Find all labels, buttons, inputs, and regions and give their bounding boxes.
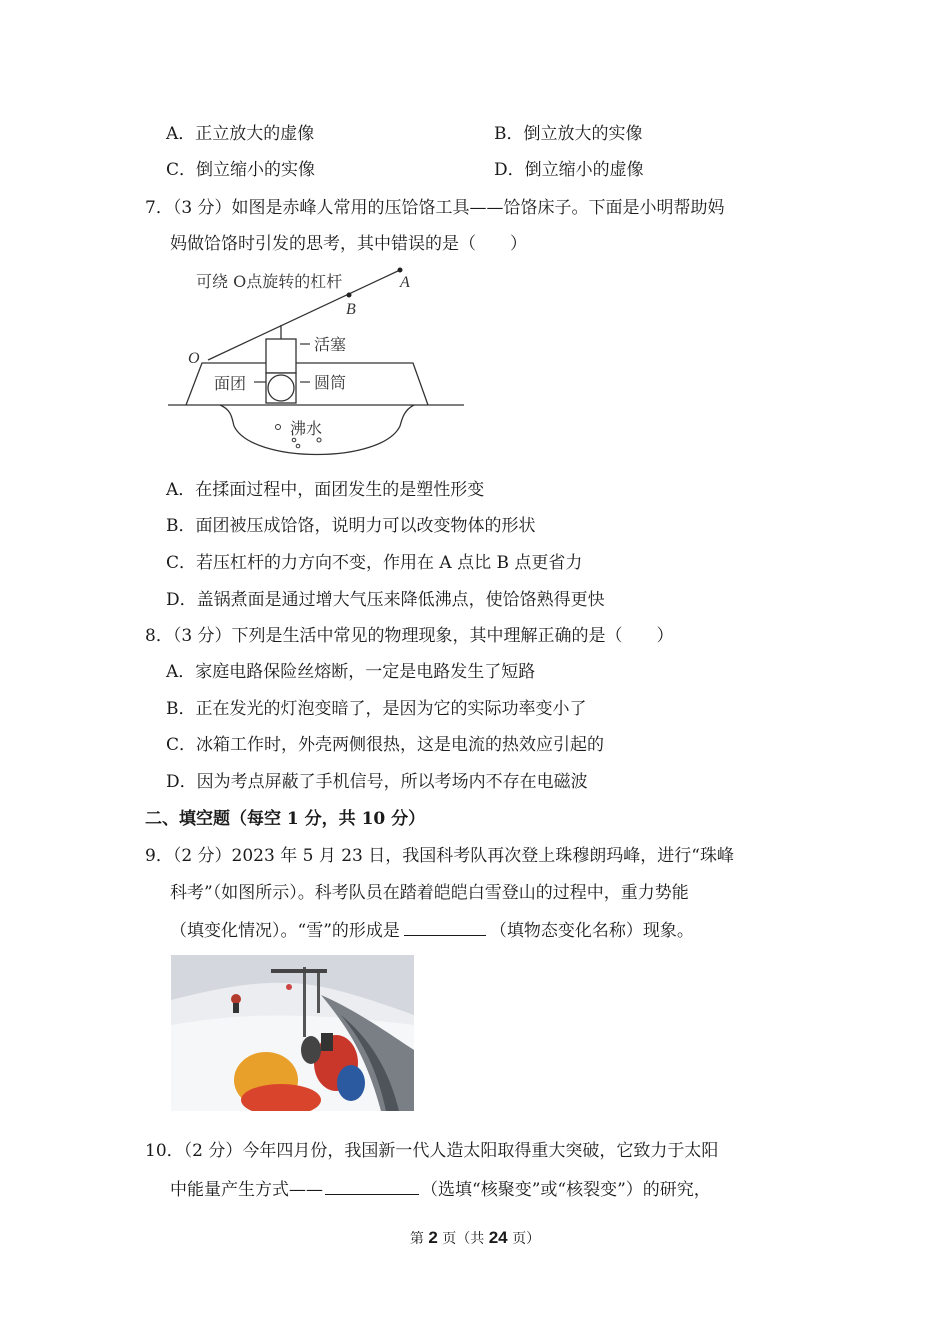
lever-caption: 可绕 O点旋转的杠杆 [196,272,343,291]
page-number: 2 [428,1228,438,1247]
total-pages: 24 [488,1228,508,1247]
q10-stem-line2 [170,1178,711,1201]
q9-stem-line1: 9．（2 分）2023 年 5 月 23 日，我国科考队再次登上珠穆朗玛峰，进行“珠峰 [145,846,734,866]
everest-expedition-photo [171,955,414,1111]
q6-option-b: B．倒立放大的实像 [494,124,643,144]
q9-line3-text-a: （填变化情况）。“雪”的形成是 [170,921,400,941]
bubble [317,438,321,442]
q8-option-b: B．正在发光的灯泡变暗了，是因为它的实际功率变小了 [166,699,587,719]
label-a: A [400,274,410,291]
label-dough: 面团 [214,374,247,393]
q9-stem-line3 [170,919,694,942]
footer-prefix: 第 [409,1231,429,1247]
page-footer [0,1228,950,1249]
bubble [296,444,300,448]
q8-option-d: D．因为考点屏蔽了手机信号，所以考场内不存在电磁波 [166,772,588,792]
label-piston: 活塞 [314,335,347,354]
label-cylinder: 圆筒 [314,373,347,392]
q7-stem-line2: 妈做饸饹时引发的思考，其中错误的是（ ） [170,234,527,254]
q7-option-d: D．盖锅煮面是通过增大气压来降低沸点，使饸饹熟得更快 [166,590,605,610]
answer-blank[interactable] [404,919,486,936]
q8-option-c: C．冰箱工作时，外壳两侧很热，这是电流的热效应引起的 [166,735,605,755]
q7-option-c: C．若压杠杆的力方向不变，作用在 A 点比 B 点更省力 [166,553,583,573]
q6-option-a: A．正立放大的虚像 [166,124,315,144]
q6-option-d: D．倒立缩小的虚像 [494,160,644,180]
lever-press-diagram [168,262,468,462]
q9-stem-line2: 科考”（如图所示）。科考队员在踏着皑皑白雪登山的过程中，重力势能 [170,883,689,903]
footer-suffix: 页） [507,1231,541,1247]
q7-option-a: A．在揉面过程中，面团发生的是塑性形变 [166,480,485,500]
q6-option-c: C．倒立缩小的实像 [166,160,316,180]
q10-line2-text-a: 中能量产生方式—— [170,1180,323,1200]
point-b-dot [347,293,352,298]
point-a-dot [398,268,403,273]
piston [266,339,296,373]
q7-option-b: B．面团被压成饸饹，说明力可以改变物体的形状 [166,516,536,536]
q9-line3-text-b: （填物态变化名称）现象。 [489,921,694,941]
label-o: O [188,350,200,367]
q8-option-a: A．家庭电路保险丝熔断，一定是电路发生了短路 [166,662,536,682]
bubble [292,438,296,442]
section-heading: 二、填空题（每空 1 分，共 10 分） [145,809,426,829]
q10-line2-text-b: （选填“核聚变”或“核裂变”）的研究， [421,1180,711,1200]
bubble [276,425,281,430]
label-water: 沸水 [290,419,323,438]
q8-stem: 8．（3 分）下列是生活中常见的物理现象，其中理解正确的是（ ） [145,626,674,646]
label-b: B [346,301,356,318]
answer-blank[interactable] [325,1178,419,1195]
cylinder [266,373,296,403]
footer-mid: 页（共 [437,1231,489,1247]
q10-stem-line1: 10．（2 分）今年四月份，我国新一代人造太阳取得重大突破，它致力于太阳 [145,1141,719,1161]
q7-stem-line1: 7．（3 分）如图是赤峰人常用的压饸饹工具——饸饹床子。下面是小明帮助妈 [145,198,725,218]
